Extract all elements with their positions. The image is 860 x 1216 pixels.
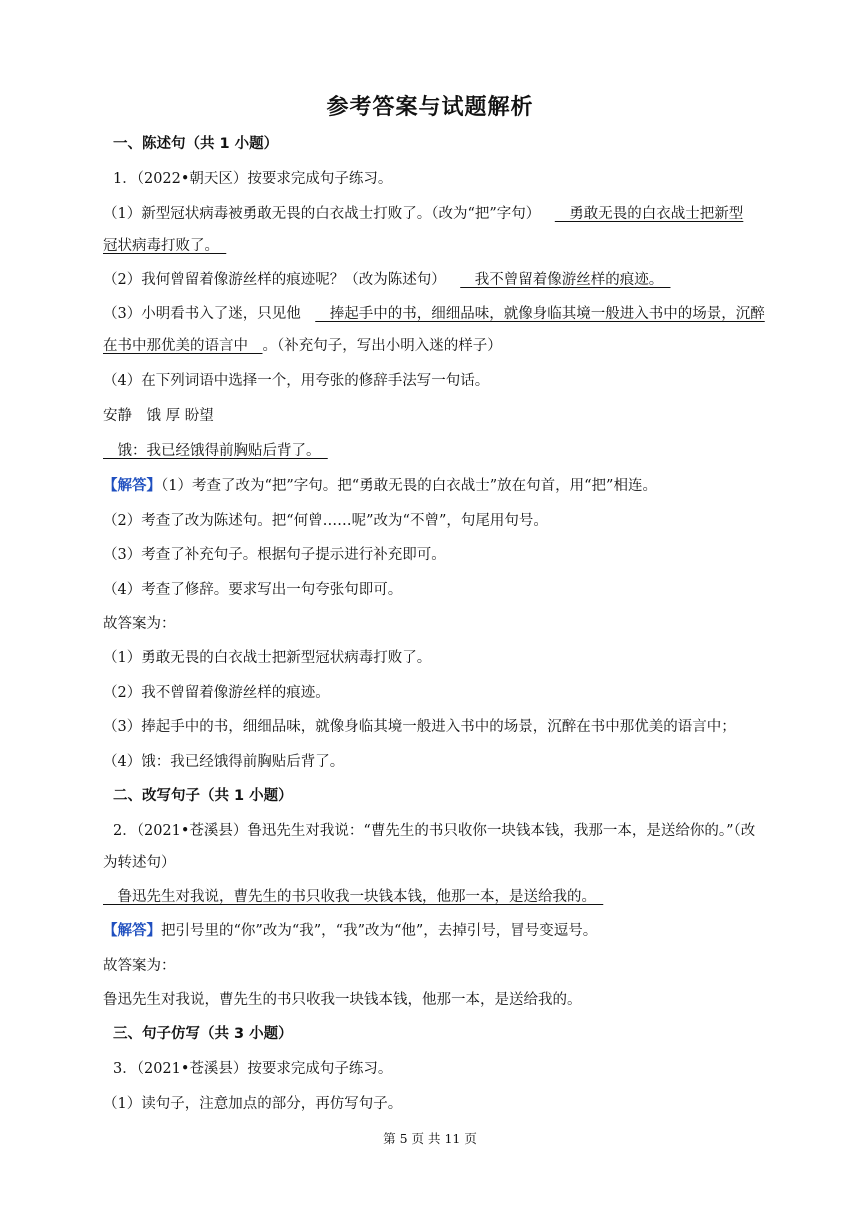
solution-text: 把引号里的“你”改为“我”，“我”改为“他”，去掉引号，冒号变逗号。 xyxy=(161,923,598,939)
answer-line-1: （1）勇敢无畏的白衣战士把新型冠状病毒打败了。 xyxy=(103,650,432,666)
question-1-part-4-answer xyxy=(103,441,783,461)
answer-blank: 捧起手中的书，细细品味，就像身临其境一般进入书中的场景，沉醉 xyxy=(315,306,765,322)
answer-blank: 在书中那优美的语言中 xyxy=(103,338,263,354)
page-footer: 第 5 页 共 11 页 xyxy=(383,1131,477,1146)
solution-1-line-3: （3）考查了补充句子。根据句子提示进行补充即可。 xyxy=(103,547,446,563)
answer-line: 鲁迅先生对我说，曹先生的书只收我一块钱本钱，他那一本，是送给我的。 xyxy=(103,992,582,1008)
question-1-part-3-cont xyxy=(103,336,783,356)
solution-1-line-1 xyxy=(103,476,783,496)
solution-2 xyxy=(103,921,783,941)
answer-blank: 我不曾留着像游丝样的痕迹。 xyxy=(460,272,671,288)
page-title: 参考答案与试题解析 xyxy=(326,95,534,120)
section-heading-1: 一、陈述句（共 1 小题） xyxy=(113,136,279,152)
question-3-stem: 3．（2021•苍溪县）按要求完成句子练习。 xyxy=(113,1061,393,1077)
solution-text: （1）考查了改为“把”字句。把“勇敢无畏的白衣战士”放在句首，用“把”相连。 xyxy=(161,478,657,494)
question-2-stem-cont: 为转述句） xyxy=(103,855,176,871)
question-text: （1）新型冠状病毒被勇敢无畏的白衣战士打败了。（改为“把”字句） xyxy=(103,206,541,222)
answer-blank: 饿：我已经饿得前胸贴后背了。 xyxy=(103,443,328,459)
answer-line-3: （3）捧起手中的书，细细品味，就像身临其境一般进入书中的场景，沉醉在书中那优美的语言中； xyxy=(103,719,736,735)
answer-line-4: （4）饿：我已经饿得前胸贴后背了。 xyxy=(103,754,345,770)
answer-blank: 鲁迅先生对我说，曹先生的书只收我一块钱本钱，他那一本，是送给我的。 xyxy=(103,889,604,905)
word-choices: 安静 饿 厚 盼望 xyxy=(103,408,214,424)
question-1-part-1-cont xyxy=(103,236,783,256)
answer-intro: 故答案为： xyxy=(103,958,176,974)
solution-tag: 【解答】 xyxy=(103,478,161,494)
answer-blank: 冠状病毒打败了。 xyxy=(103,238,227,254)
section-heading-3: 三、句子仿写（共 3 小题） xyxy=(113,1026,293,1042)
question-2-answer xyxy=(103,887,783,907)
question-1-stem: 1．（2022•朝天区）按要求完成句子练习。 xyxy=(113,171,393,187)
solution-tag: 【解答】 xyxy=(103,923,161,939)
question-1-part-3 xyxy=(103,304,783,324)
answer-blank: 勇敢无畏的白衣战士把新型 xyxy=(554,206,744,222)
question-1-part-2 xyxy=(103,270,783,290)
question-text: 。（补充句子，写出小明入迷的样子） xyxy=(262,338,502,354)
question-1-part-4: （4）在下列词语中选择一个，用夸张的修辞手法写一句话。 xyxy=(103,373,490,389)
section-heading-2: 二、改写句子（共 1 小题） xyxy=(113,788,293,804)
question-text: （3）小明看书入了迷，只见他 xyxy=(103,306,301,322)
question-3-part-1: （1）读句子，注意加点的部分，再仿写句子。 xyxy=(103,1096,403,1112)
question-text: （2）我何曾留着像游丝样的痕迹呢？（改为陈述句） xyxy=(103,272,446,288)
question-2-stem: 2．（2021•苍溪县）鲁迅先生对我说：“曹先生的书只收你一块钱本钱，我那一本，是送给你的。”（改 xyxy=(113,823,756,839)
question-1-part-1 xyxy=(103,204,783,224)
answer-intro: 故答案为： xyxy=(103,616,176,632)
solution-1-line-4: （4）考查了修辞。要求写出一句夸张句即可。 xyxy=(103,582,403,598)
solution-1-line-2: （2）考查了改为陈述句。把“何曾……呢”改为“不曾”，句尾用句号。 xyxy=(103,513,548,529)
answer-line-2: （2）我不曾留着像游丝样的痕迹。 xyxy=(103,685,330,701)
